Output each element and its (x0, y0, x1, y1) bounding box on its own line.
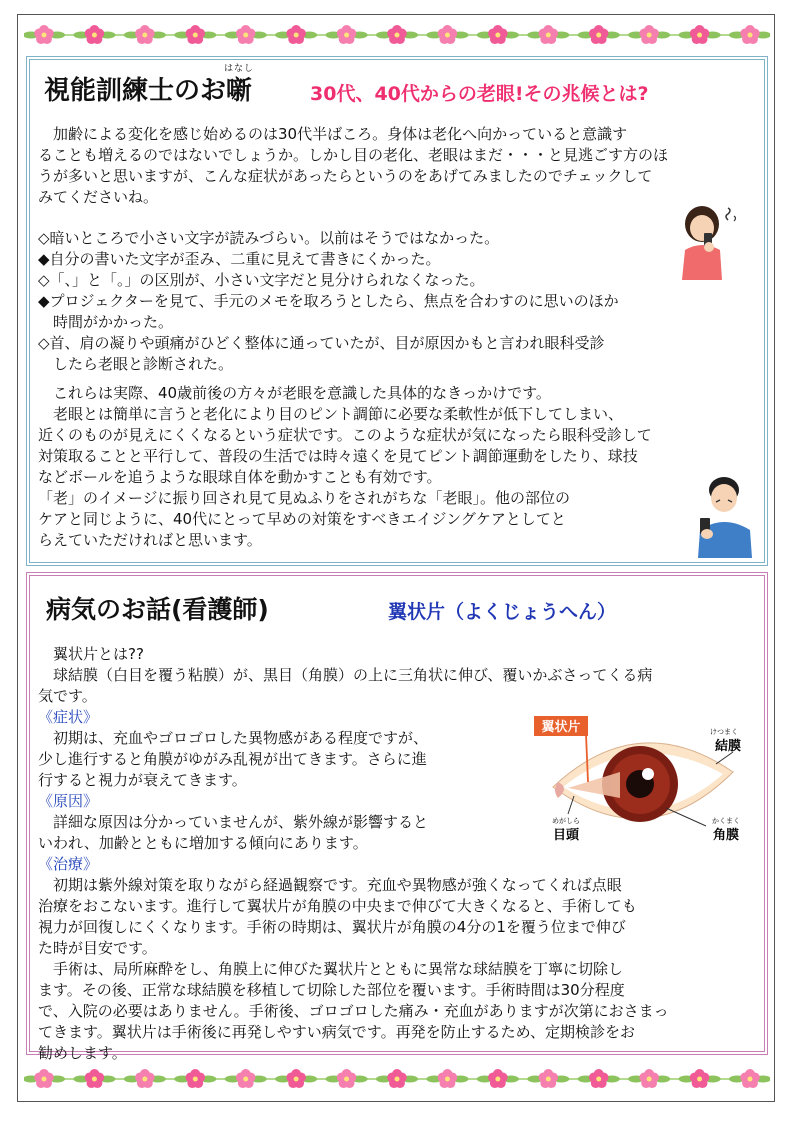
flower-icon (740, 25, 760, 44)
flower-border-top (24, 20, 770, 50)
section1-intro-line: みてくださいね。 (38, 188, 159, 206)
flower-icon (186, 25, 206, 44)
flower-icon (85, 25, 105, 44)
section1-body-line: 近くのものが見えにくくなるという症状です。このような症状が気になったら眼科受診して (38, 426, 652, 444)
treatment-line: 勧めします。 (38, 1044, 127, 1062)
section1-title (44, 64, 255, 107)
kakumaku-ruby: かくまく (712, 817, 740, 825)
section1-symptom-list (38, 228, 619, 375)
symptom-item: ◆プロジェクターを見て、手元のメモを取ろうとしたら、焦点を合わすのに思いのほか (38, 292, 619, 310)
flower-icon (438, 25, 458, 44)
flower-icon (488, 1069, 508, 1088)
section1-title-text: 視能訓練士のお (44, 76, 227, 106)
cause-line: 詳細な原因は分かっていませんが、紫外線が影響すると (38, 813, 429, 831)
flower-icon (34, 25, 54, 44)
symptom-line: 行すると視力が衰えてきます。 (38, 771, 247, 789)
symptom-line: 少し進行すると角膜がゆがみ乱視が出てきます。さらに進 (38, 750, 427, 768)
heading-treatment: 《治療》 (38, 855, 99, 873)
ketsumaku-label: 結膜 (714, 739, 742, 754)
symptom-item: したら老眼と診断された。 (38, 355, 234, 373)
heading-cause: 《原因》 (38, 792, 99, 810)
flower-icon (438, 1069, 458, 1088)
section1-body (38, 383, 652, 551)
flower-icon (85, 1069, 105, 1088)
symptom-line: 初期は、充血やゴロゴロした異物感がある程度ですが、 (38, 729, 429, 747)
section1-intro (38, 124, 668, 208)
symptom-item: ◇暗いところで小さい文字が読みづらい。以前はそうではなかった。 (38, 229, 500, 247)
section1-subtitle: 30代、40代からの老眼!その兆候とは? (310, 83, 649, 105)
megashira-label: 目頭 (552, 828, 580, 843)
section2-intro-line: 球結膜（白目を覆う粘膜）が、黒目（角膜）の上に三角状に伸び、覆いかぶさってくる病 (38, 666, 653, 684)
flower-icon (34, 1069, 54, 1088)
section2-intro-line: 気です。 (38, 687, 97, 705)
flower-icon (589, 1069, 609, 1088)
section1-title-last-char (224, 64, 255, 107)
section1-body-line: ケアと同じように、40代にとって早めの対策をすべきエイジングケアとしてと (38, 510, 566, 528)
treatment-line: 治療をおこないます。進行して翼状片が角膜の中央まで伸びて大きくなると、手術しても (38, 897, 637, 915)
section2-title: 病気のお話(看護師) (46, 595, 269, 624)
symptom-item: ◇「、」と「。」の区別が、小さい文字だと見分けられなくなった。 (38, 271, 485, 289)
flower-icon (236, 25, 256, 44)
section1-intro-line: 加齢による変化を感じ始めるのは30代半ばころ。身体は老化へ向かっていると意識す (38, 125, 628, 143)
flower-icon (690, 1069, 710, 1088)
treatment-line: ます。その後、正常な球結膜を移植して切除した部位を覆います。手術時間は30分程度 (38, 981, 625, 999)
man-phone-illustration (690, 472, 760, 558)
section1-body-line: これらは実際、40歳前後の方々が老眼を意識した具体的なきっかけです。 (38, 384, 551, 402)
flower-icon (286, 25, 306, 44)
treatment-line: 視力が回復しにくくなります。手術の時期は、翼状片が角膜の4分の1を覆う位まで伸び (38, 918, 626, 936)
section1-body-line: 「老」のイメージに振り回され見て見ぬふりをされがちな「老眼」。他の部位の (38, 489, 571, 507)
flower-icon (186, 1069, 206, 1088)
treatment-line: で、入院の必要はありません。手術後、ゴロゴロした痛み・充血がありますが次第におさまっ (38, 1002, 669, 1020)
section1-body-line: などボールを追うような眼球自体を動かすことも有効です。 (38, 468, 442, 486)
section2-question: 翼状片とは?? (38, 645, 144, 663)
ketsumaku-ruby: けつまく (710, 728, 738, 736)
section1-body-line: 老眼とは簡単に言うと老化により目のピント調節に必要な柔軟性が低下してしまい、 (38, 405, 624, 423)
flower-icon (135, 25, 155, 44)
treatment-line: てきます。翼状片は手術後に再発しやすい病気です。再発を防止するため、定期検診をお (38, 1023, 636, 1041)
cause-line: いわれ、加齢とともに増加する傾向にあります。 (38, 834, 368, 852)
heading-symptom: 《症状》 (38, 708, 99, 726)
section1-intro-line: ることも増えるのではないでしょうか。しかし目の老化、老眼はまだ・・・と見逃ごす方のほ (38, 146, 669, 164)
treatment-line: 初期は紫外線対策を取りながら経過観察です。充血や異物感が強くなってくれば点眼 (38, 876, 622, 894)
section1-title-ruby: はなし (224, 64, 255, 74)
flower-icon (488, 25, 508, 44)
eye-diagram (528, 712, 758, 852)
treatment-line: 手術は、局所麻酔をし、角膜上に伸びた翼状片とともに異常な球結膜を丁寧に切除し (38, 960, 624, 978)
flower-icon (387, 25, 407, 44)
symptom-item: ◇首、肩の凝りや頭痛がひどく整体に通っていたが、目が原因かもと言われ眼科受診 (38, 334, 605, 352)
section1-intro-line: うが多いと思いますが、こんな症状があったらというのをあげてみましたのでチェックして (38, 167, 653, 185)
section1-body-line: らえていただければと思います。 (38, 531, 262, 549)
flower-icon (740, 1069, 760, 1088)
flower-icon (337, 1069, 357, 1088)
flower-icon (135, 1069, 155, 1088)
section1-title-last: 噺 (226, 76, 253, 106)
flower-icon (539, 25, 559, 44)
flower-icon (690, 25, 710, 44)
section2-subtitle: 翼状片（よくじょうへん） (388, 601, 617, 623)
flower-icon (639, 1069, 659, 1088)
section1-body-line: 対策取ることと平行して、普段の生活では時々遠くを見てピント調節運動をしたり、球技 (38, 447, 638, 465)
woman-phone-illustration (676, 200, 746, 280)
flower-icon (589, 25, 609, 44)
flower-icon (337, 25, 357, 44)
section2-intro (38, 644, 669, 1064)
megashira-ruby: めがしら (552, 817, 580, 825)
flower-icon (639, 25, 659, 44)
flower-icon (387, 1069, 407, 1088)
symptom-item: ◆自分の書いた文字が歪み、二重に見えて書きにくかった。 (38, 250, 441, 268)
flower-border-bottom (24, 1064, 770, 1094)
pterygium-tag-label: 翼状片 (541, 720, 581, 735)
symptom-item: 時間がかかった。 (38, 313, 174, 331)
flower-icon (539, 1069, 559, 1088)
flower-icon (236, 1069, 256, 1088)
flower-icon (286, 1069, 306, 1088)
kakumaku-label: 角膜 (712, 828, 740, 843)
treatment-line: た時が目安です。 (38, 939, 157, 957)
